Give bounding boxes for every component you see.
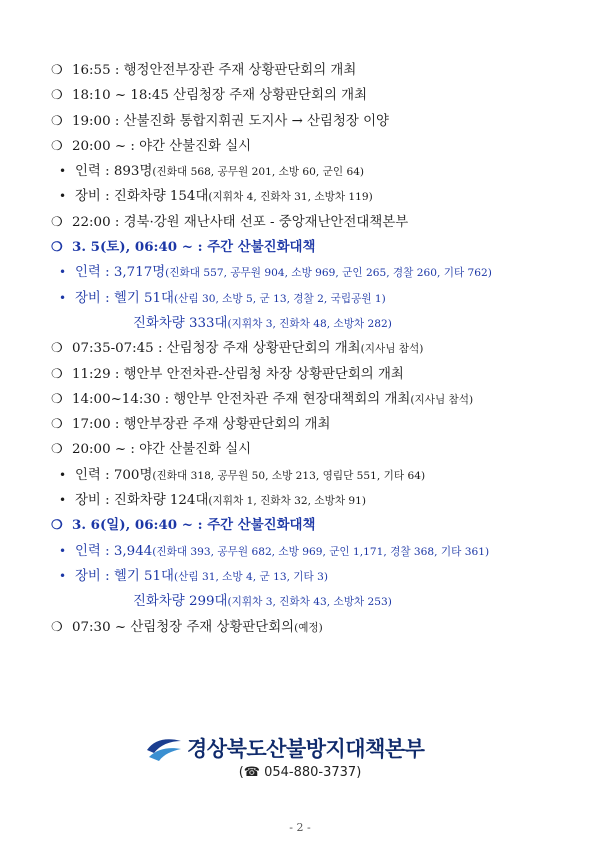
schedule-main-text: 20:00 ~ : 야간 산불진화 실시 <box>72 138 252 154</box>
schedule-item <box>0 286 600 311</box>
schedule-item <box>0 589 600 614</box>
schedule-item <box>0 109 600 134</box>
schedule-main-text: 07:35-07:45 : 산림청장 주재 상황판단회의 개최 <box>72 341 361 357</box>
dot-bullet-icon: • <box>59 265 67 280</box>
dot-bullet-icon: • <box>59 543 67 558</box>
schedule-detail-text: (진화대 557, 공무원 904, 소방 969, 군인 265, 경찰 260, 기타 762) <box>165 267 492 280</box>
circle-bullet-icon: ❍ <box>51 417 63 433</box>
schedule-detail-text: (지사님 참석) <box>360 343 424 356</box>
schedule-text <box>72 615 323 641</box>
page-number: - 2 - <box>289 821 311 834</box>
schedule-detail-text: (지사님 참석) <box>410 393 474 406</box>
schedule-text <box>72 362 404 387</box>
dot-bullet-icon: • <box>59 467 67 482</box>
schedule-text <box>72 109 389 134</box>
org-name: 경상북도산불방지대책본부 <box>187 737 425 761</box>
schedule-list <box>0 58 600 640</box>
schedule-item <box>0 539 600 564</box>
schedule-main-text: 장비 : 진화차량 124대 <box>75 493 209 509</box>
circle-bullet-icon: ❍ <box>51 88 63 104</box>
schedule-main-text: 22:00 : 경북·강원 재난사태 선포 - 중앙재난안전대책본부 <box>72 214 409 230</box>
schedule-main-text: 인력 : 700명 <box>75 467 153 483</box>
schedule-item <box>0 362 600 387</box>
schedule-detail-text: (진화대 393, 공무원 682, 소방 969, 군인 1,171, 경찰 368, 기타 361) <box>152 545 490 558</box>
dot-bullet-icon: • <box>59 189 67 204</box>
schedule-text <box>72 513 315 538</box>
schedule-item <box>0 463 600 488</box>
schedule-detail-text: (지휘차 1, 진화차 32, 소방차 91) <box>208 495 367 508</box>
circle-bullet-icon: ❍ <box>51 214 63 230</box>
circle-bullet-icon: ❍ <box>51 113 63 129</box>
schedule-text <box>72 134 251 159</box>
schedule-text <box>75 463 425 489</box>
circle-bullet-icon: ❍ <box>51 63 63 78</box>
schedule-item <box>0 83 600 108</box>
schedule-text <box>75 159 364 185</box>
schedule-item <box>0 437 600 462</box>
schedule-main-text: 14:00~14:30 : 행안부 안전차관 주재 현장대책회의 개최 <box>72 391 411 407</box>
schedule-text <box>133 589 392 615</box>
circle-bullet-icon: ❍ <box>51 138 63 154</box>
schedule-detail-text: (지휘차 4, 진화차 31, 소방차 119) <box>208 191 373 204</box>
schedule-main-text: 16:55 : 행정안전부장관 주재 상황판단회의 개최 <box>72 63 357 78</box>
schedule-item <box>0 311 600 336</box>
circle-bullet-icon: ❍ <box>51 518 63 534</box>
schedule-main-text: 3. 6(일), 06:40 ~ : 주간 산불진화대책 <box>72 517 316 534</box>
schedule-item <box>0 184 600 209</box>
schedule-main-text: 장비 : 헬기 51대 <box>75 568 174 584</box>
province-emblem-icon <box>146 735 182 763</box>
schedule-item <box>0 513 600 538</box>
schedule-detail-text: (산림 31, 소방 4, 군 13, 기타 3) <box>174 570 329 583</box>
schedule-main-text: 장비 : 진화차량 154대 <box>75 189 209 205</box>
footer-logo <box>146 732 466 768</box>
schedule-main-text: 3. 5(토), 06:40 ~ : 주간 산불진화대책 <box>72 239 316 256</box>
schedule-detail-text: (진화대 568, 공무원 201, 소방 60, 군인 64) <box>152 166 365 179</box>
schedule-text <box>72 58 356 83</box>
schedule-item <box>0 134 600 159</box>
schedule-text <box>75 488 366 514</box>
schedule-item <box>0 412 600 437</box>
circle-bullet-icon: ❍ <box>51 619 63 635</box>
circle-bullet-icon: ❍ <box>51 341 63 357</box>
schedule-text <box>72 83 367 108</box>
schedule-text <box>75 564 328 590</box>
schedule-main-text: 07:30 ~ 산림청장 주재 상황판단회의 <box>72 619 295 635</box>
schedule-item <box>0 210 600 235</box>
schedule-detail-text: (지휘차 3, 진화차 48, 소방차 282) <box>227 317 392 330</box>
circle-bullet-icon: ❍ <box>51 442 63 458</box>
circle-bullet-icon: ❍ <box>51 366 63 382</box>
schedule-text <box>75 286 386 312</box>
schedule-item <box>0 336 600 361</box>
circle-bullet-icon: ❍ <box>51 391 63 407</box>
phone-number: (☎ 054-880-3737) <box>238 765 362 780</box>
schedule-item <box>0 387 600 412</box>
schedule-text <box>75 260 492 286</box>
dot-bullet-icon: • <box>59 164 67 179</box>
schedule-main-text: 19:00 : 산불진화 통합지휘권 도지사 → 산림청장 이양 <box>72 113 389 129</box>
schedule-text <box>133 311 392 337</box>
schedule-main-text: 11:29 : 행안부 안전차관-산림청 차장 상황판단회의 개최 <box>72 366 404 382</box>
schedule-item <box>0 235 600 260</box>
schedule-text <box>72 336 423 362</box>
dot-bullet-icon: • <box>59 568 67 583</box>
schedule-detail-text: (지휘차 3, 진화차 43, 소방차 253) <box>227 596 392 609</box>
schedule-main-text: 인력 : 3,944 <box>75 543 153 559</box>
schedule-main-text: 20:00 ~ : 야간 산불진화 실시 <box>72 442 252 458</box>
schedule-main-text: 18:10 ~ 18:45 산림청장 주재 상황판단회의 개최 <box>72 88 368 104</box>
schedule-item <box>0 615 600 640</box>
circle-bullet-icon: ❍ <box>51 240 63 256</box>
schedule-text <box>72 437 251 462</box>
schedule-main-text: 진화차량 299대 <box>133 594 228 610</box>
schedule-item <box>0 260 600 285</box>
schedule-item <box>0 488 600 513</box>
schedule-main-text: 17:00 : 행안부장관 주재 상황판단회의 개최 <box>72 417 331 433</box>
schedule-text <box>75 184 373 210</box>
schedule-main-text: 인력 : 3,717명 <box>75 265 166 281</box>
schedule-text <box>72 235 315 260</box>
schedule-item <box>0 564 600 589</box>
dot-bullet-icon: • <box>59 493 67 508</box>
schedule-main-text: 인력 : 893명 <box>75 164 153 180</box>
schedule-detail-text: (산림 30, 소방 5, 군 13, 경찰 2, 국립공원 1) <box>174 292 386 305</box>
schedule-main-text: 장비 : 헬기 51대 <box>75 290 174 306</box>
schedule-item <box>0 58 600 83</box>
schedule-detail-text: (진화대 318, 공무원 50, 소방 213, 영림단 551, 기타 64) <box>152 469 426 482</box>
schedule-item <box>0 159 600 184</box>
schedule-text <box>72 387 473 413</box>
schedule-detail-text: (예정) <box>294 621 323 634</box>
schedule-text <box>72 412 330 437</box>
schedule-text <box>75 539 489 565</box>
schedule-text <box>72 210 408 235</box>
schedule-main-text: 진화차량 333대 <box>133 315 228 331</box>
dot-bullet-icon: • <box>59 290 67 305</box>
